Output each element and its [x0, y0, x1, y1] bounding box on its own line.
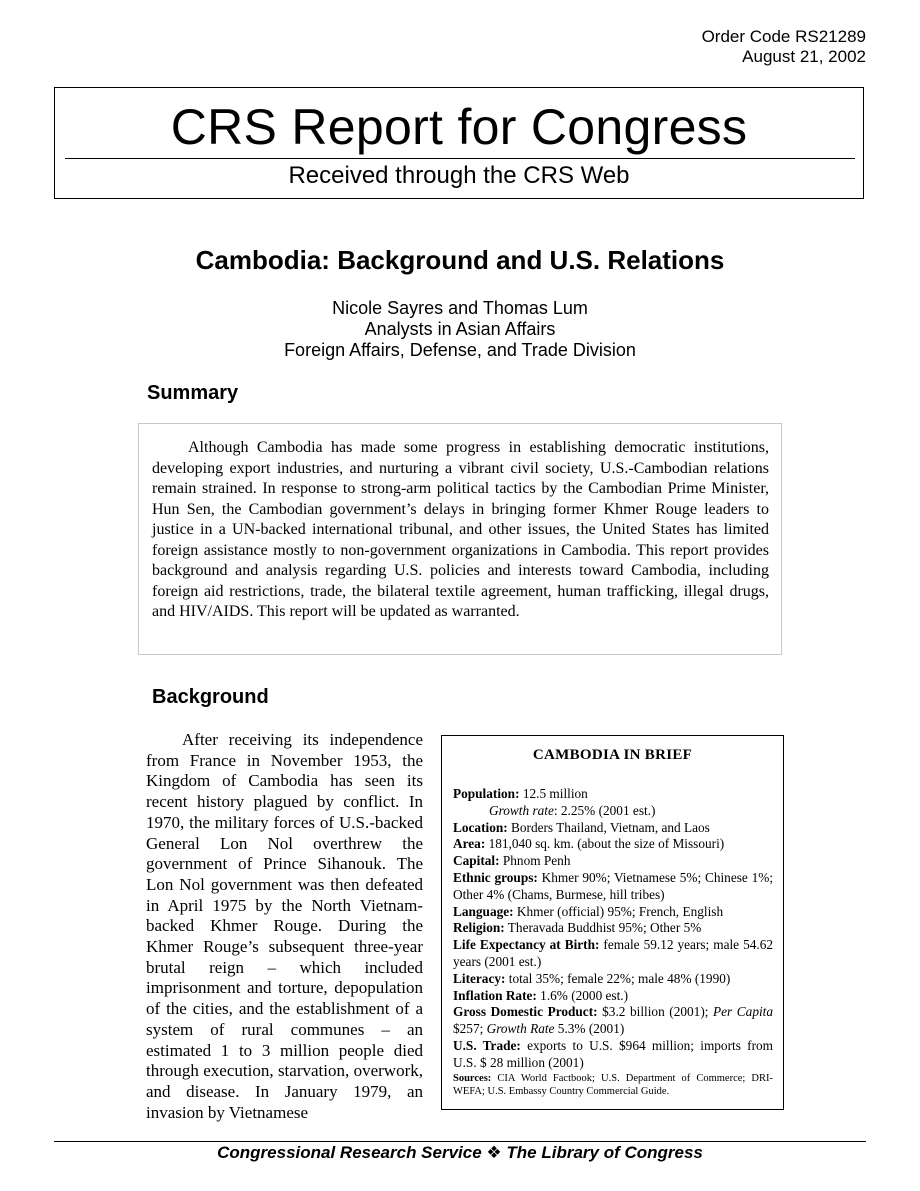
author-division: Foreign Affairs, Defense, and Trade Division — [284, 340, 636, 360]
brief-ethnic-groups: Ethnic groups: Khmer 90%; Vietnamese 5%; Chinese 1%; Other 4% (Chams, Burmese, hill tribes) — [453, 869, 774, 902]
order-code: Order Code RS21289 — [701, 27, 866, 46]
order-date: August 21, 2002 — [742, 47, 866, 66]
brief-religion: Religion: Theravada Buddhist 95%; Other 5% — [453, 920, 702, 936]
summary-box — [138, 423, 782, 655]
brief-sources: Sources: CIA World Factbook; U.S. Department of Commerce; DRI-WEFA; U.S. Embassy Country Commercial Guide. — [453, 1072, 773, 1097]
order-info — [702, 27, 866, 67]
document-title: Cambodia: Background and U.S. Relations — [195, 245, 725, 275]
header-divider — [65, 158, 855, 159]
brief-capital: Capital: Phnom Penh — [453, 853, 571, 869]
brief-title: CAMBODIA IN BRIEF — [532, 747, 693, 763]
author-names: Nicole Sayres and Thomas Lum — [332, 298, 588, 318]
footer-divider — [54, 1141, 866, 1142]
fleuron-icon: ❖ — [486, 1143, 502, 1162]
brief-area: Area: 181,040 sq. km. (about the size of Missouri) — [453, 836, 725, 852]
brief-literacy: Literacy: total 35%; female 22%; male 48% (1990) — [453, 970, 731, 986]
brief-gdp: Gross Domestic Product: $3.2 billion (2001); Per Capita $257; Growth Rate 5.3% (2001) — [453, 1004, 774, 1037]
author-role: Analysts in Asian Affairs — [364, 319, 556, 339]
brief-inflation: Inflation Rate: 1.6% (2000 est.) — [453, 987, 629, 1003]
summary-heading: Summary — [147, 382, 239, 404]
footer-crs: Congressional Research Service — [217, 1143, 482, 1162]
brief-body — [453, 786, 773, 1098]
country-brief-box — [441, 735, 784, 1110]
footer-loc: The Library of Congress — [506, 1143, 703, 1162]
author-block — [0, 298, 920, 361]
page-footer — [0, 1143, 920, 1163]
background-heading: Background — [152, 686, 269, 708]
report-header-title: CRS Report for Congress — [170, 99, 748, 155]
brief-life-expectancy: Life Expectancy at Birth: female 59.12 years; male 54.62 years (2001 est.) — [453, 937, 773, 969]
report-header-subtitle: Received through the CRS Web — [288, 162, 630, 189]
brief-language: Language: Khmer (official) 95%; French, English — [453, 903, 724, 919]
brief-location: Location: Borders Thailand, Vietnam, and Laos — [453, 819, 710, 835]
summary-text: Although Cambodia has made some progress in establishing democratic institutions, developing export industries, and nurturing a vibrant civil society, U.S.-Cambodian relations remain strained. In response to strong-arm political tactics by the Cambodian Prime Minister, Hun Sen, the Cambodian government’s delays in bringing former Khmer Rouge leaders to justice in a UN-backed international tribunal, and other issues, the United States has limited foreign assistance mostly to non-government organizations in Cambodia. This report provides background and analysis regarding U.S. policies and interests toward Cambodia, including foreign aid restrictions, trade, the bilateral textile agreement, human trafficking, illegal drugs, and HIV/AIDS. This report will be updated as warranted. — [152, 439, 769, 620]
brief-us-trade: U.S. Trade: exports to U.S. $964 million; imports from U.S. $ 28 million (2001) — [453, 1037, 773, 1070]
background-text: After receiving its independence from France in November 1953, the Kingdom of Cambodia has seen its recent history plagued by conflict. In 1970, the military forces of U.S.-backed General Lon Nol overthrew the government of Prince Sihanouk. The Lon Nol government was then defeated in April 1975 by the North Vietnam-backed Khmer Rouge. During the Khmer Rouge’s subsequent three-year brutal reign – which included imprisonment and torture, depopulation of the cities, and the establishment of a system of rural communes – an estimated 1 to 3 million people died through execution, starvation, overwork, and disease. In January 1979, an invasion by Vietnamese — [146, 730, 423, 1122]
brief-population: Population: 12.5 million — [453, 786, 588, 801]
brief-growth-rate: Growth rate: 2.25% (2001 est.) — [489, 802, 656, 818]
report-header — [54, 87, 864, 199]
